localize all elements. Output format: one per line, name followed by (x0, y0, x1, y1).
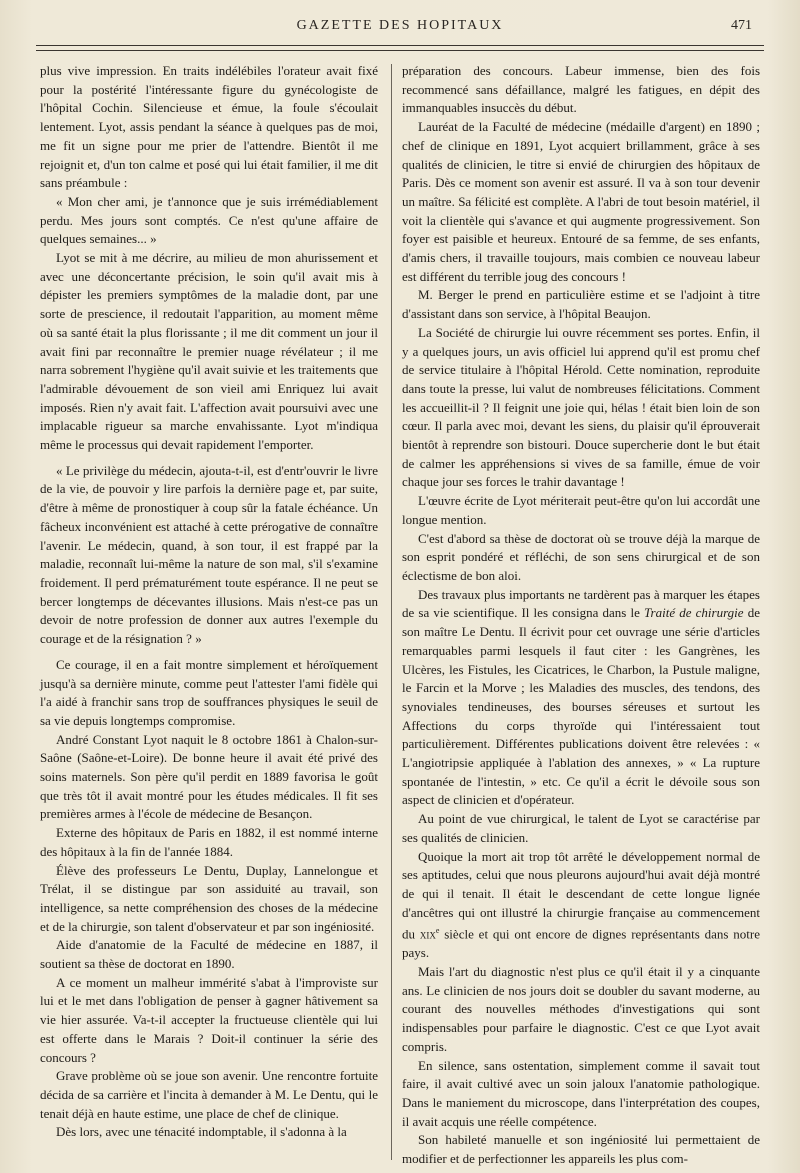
paragraph: Aide d'anatomie de la Faculté de médecine en 1887, il soutient sa thèse de doctorat en 1890. (40, 937, 378, 972)
paragraph: Dès lors, avec une ténacité indomptable, il s'adonna à la (56, 1124, 347, 1140)
century-numeral: xix (419, 926, 436, 942)
paragraph: plus vive impression. En traits indélébiles l'orateur avait fixé pour la postérité l'intéressante figure du gynécologiste de l'hôpital Cochin. Silencieuse et émue, la foule s'écoulait lentement. Lyot, assis pendant la séance à quelques pas de moi, me fit un signe pour me prier de l'attendre. Bientôt il me rejoignit et, d'un ton calme et posé qui lui était familier, il me dit sans préambule : (40, 63, 378, 191)
paragraph: C'est d'abord sa thèse de doctorat où se trouve déjà la marque de son esprit pondéré et réfléchi, de son sens chirurgical et de son éclectisme de bon aloi. (402, 530, 760, 583)
paragraph: Lauréat de la Faculté de médecine (médaille d'argent) en 1890 ; chef de clinique en 1891, Lyot acquiert brillamment, grâce à ses qualités de clinicien, le titre si envié de chirurgien des hôpitaux de Paris. Dès ce moment son avenir est assuré. Il va à son tour devenir un maître. Sa félicité est complète. A l'abri de tout besoin matériel, il voit la clientèle qui s'avance et qui augmente progressivement. Son foyer est paisible et heureux. Entouré de sa femme, de ses enfants, d'amis chers, il travaille toujours, mais combien ce nouveau labeur est différent du terrible joug des concours ! (402, 119, 760, 284)
paragraph: En silence, sans ostentation, simplement comme il savait tout faire, il avait cultivé avec un soin jaloux l'anatomie pathologique. Dans le maniement du microscope, dans l'interprétation des coupes, il avait acquis une réelle compétence. (402, 1057, 760, 1129)
column-divider (391, 64, 392, 1160)
century-superscript: e (435, 926, 440, 936)
paragraph: « Mon cher ami, je t'annonce que je suis irrémédiablement perdu. Mes jours sont comptés. Ce n'est qu'une affaire de quelques semaines... » (40, 193, 378, 247)
paragraph: Ce courage, il en a fait montre simplement et héroïquement jusqu'à sa dernière minute, comme peut l'attester l'ami fidèle qui l'a aidé à franchir sans trop de souffrances physiques le seuil de sa vie depuis longtemps compromise. (40, 656, 378, 728)
paragraph: Au point de vue chirurgical, le talent de Lyot se caractérise par ses qualités de clinicien. (402, 811, 760, 845)
paragraph: Mais l'art du diagnostic n'est plus ce qu'il était il y a cinquante ans. Le clinicien de nos jours doit se doubler du savant moderne, au courant des nouvelles méthodes d'investigations qui sont indispensables pour parfaire le diagnostic. C'est ce que Lyot avait compris. (402, 964, 760, 1054)
text-run: Quoique la mort ait trop tôt arrêté le développement normal de ses aptitudes, celui que nous pleurons aujourd'hui avait déjà montré de qui il tenait. Il était le descendant de cette longue lignée d'ancêtres qui ont illustré la chirurgie française au commencement du (402, 848, 760, 942)
header-rule-top (36, 45, 764, 46)
text-run: Des travaux plus importants ne tardèrent pas à marquer les étapes de sa vie scientifique. Il les consigna dans le (402, 586, 760, 621)
paragraph: M. Berger le prend en particulière estime et se l'adjoint à titre d'assistant dans son service, à l'hôpital Beaujon. (402, 287, 760, 322)
paragraph: A ce moment un malheur immérité s'abat à l'improviste sur lui et le met dans l'obligation de penser à gagner hâtivement sa vie hier assurée. Va-t-il accepter la fructueuse clientèle qui lui est offerte dans le Marais ? Doit-il continuer la série des concours ? (40, 974, 378, 1065)
book-title: Traité de chirurgie (644, 605, 744, 621)
running-header (30, 18, 770, 42)
text-run: siècle et qui ont encore de dignes représentants dans notre pays. (402, 926, 760, 961)
paragraph: préparation des concours. Labeur immense, bien des fois recommencé sans défaillance, malgré les fatigues, en dépit des immanquables insuccès du début. (402, 63, 760, 116)
paragraph: Grave problème où se joue son avenir. Une rencontre fortuite décida de sa carrière et l'incita à demander à M. Le Dentu, qui le tenait déjà en haute estime, une place de chef de clinique. (40, 1068, 378, 1121)
left-column (40, 62, 378, 1142)
journal-title: GAZETTE DES HOPITAUX (296, 18, 504, 33)
text-run: de son maître Le Dentu. Il écrivit pour cet ouvrage une série d'articles remarquables parmi lesquels il faut citer : les Gangrènes, les Ulcères, les Fistules, les Cicatrices, le Charbon, la Pustule maligne, le Farcin et la Morve ; les Maladies des muscles, des tendons, des synoviales tendineuses, des bourses séreuses et surtout les Affections du corps thyroïde qui l'intéressaient tout particulièrement. Différentes publications doivent être relevées : « L'angiotripsie appliquée à l'ablation des annexes, » « La rupture spontanée de l'intestin, » etc. Ce qu'il a écrit le dévoile sous son aspect de clinicien et d'opérateur. (402, 605, 760, 808)
paragraph-traite (402, 586, 760, 810)
paragraph: La Société de chirurgie lui ouvre récemment ses portes. Enfin, il y a quelques jours, un avis officiel lui apprend qu'il est promu chef de service titulaire à l'hôpital Hérold. Cette nomination, reproduite dans toute la presse, lui valut de nombreuses félicitations. Comment les accueillit-il ? Il feignit une joie qui, hélas ! était bien loin de son cœur. Il parla avec moi, devant les siens, du plaisir qu'il éprouverait bientôt à reprendre son bistouri. Douce supercherie dont le but était de calmer les appréhensions si vives de sa famille, émue de voir chaque jour ses forces le trahir davantage ! (402, 324, 760, 490)
paragraph: L'œuvre écrite de Lyot mériterait peut-être qu'on lui accordât une longue mention. (402, 493, 760, 527)
paragraph: Lyot se mit à me décrire, au milieu de mon ahurissement et avec une déconcertante précision, le soin qu'il avait mis à dépister les premiers symptômes de la maladie dont, par une sorte de prescience, il redoutait l'apparition, au moment même où sa santé était la plus florissante ; il me dit comment un jour il avait fini par reconnaître le premier nuage révélateur ; il me narra sobrement l'hygiène qu'il avait suivie et les traitements que l'admirable dévouement de son vieil ami Enriquez lui avait imposés. Rien n'y avait fait. L'affection avait poursuivi avec une implacable rigueur sa marche envahissante. Lyot m'indiqua même le processus qui devait rapidement l'emporter. (40, 250, 378, 453)
paragraph: Externe des hôpitaux de Paris en 1882, il est nommé interne des hôpitaux à la fin de l'année 1884. (40, 825, 378, 859)
paragraph: Élève des professeurs Le Dentu, Duplay, Lannelongue et Trélat, il se distingue par son assiduité au travail, son intelligence, sa nette compréhension des choses de la médecine et de la chirurgie, son talent d'observateur et par son ingéniosité. (40, 862, 378, 934)
paragraph-century (402, 848, 760, 964)
paragraph: « Le privilège du médecin, ajouta-t-il, est d'entr'ouvrir le livre de la vie, de pouvoir y lire parfois la dernière page et, par suite, d'être à même de pronostiquer à coup sûr la fatale échéance. Un fâcheux inconvénient est attaché à cette prérogative de connaître l'avenir. Le médecin, quand, à son tour, il est frappé par la maladie, reconnaît lui-même la nature de son mal, s'il s'examine froidement. Il perd prématurément toute espérance. Il ne peut se bercer longtemps de décevantes illusions. Mais n'est-ce pas un devoir de notre profession de donner aux autres l'exemple du courage et de la résignation ? » (40, 462, 378, 647)
page-number: 471 (731, 18, 752, 33)
header-rule-bottom (36, 50, 764, 51)
right-column (402, 62, 760, 1169)
paragraph: Son habileté manuelle et son ingéniosité lui permettaient de modifier et de perfectionner les appareils les plus com- (402, 1132, 760, 1167)
paragraph: André Constant Lyot naquit le 8 octobre 1861 à Chalon-sur-Saône (Saône-et-Loire). De bonne heure il avait été privé des soins maternels. Son père qu'il perdit en 1889 favorisa le goût que très tôt il avait montré pour les études médicales. Il fit ses premières armes à l'école de médecine de Besançon. (40, 731, 378, 822)
